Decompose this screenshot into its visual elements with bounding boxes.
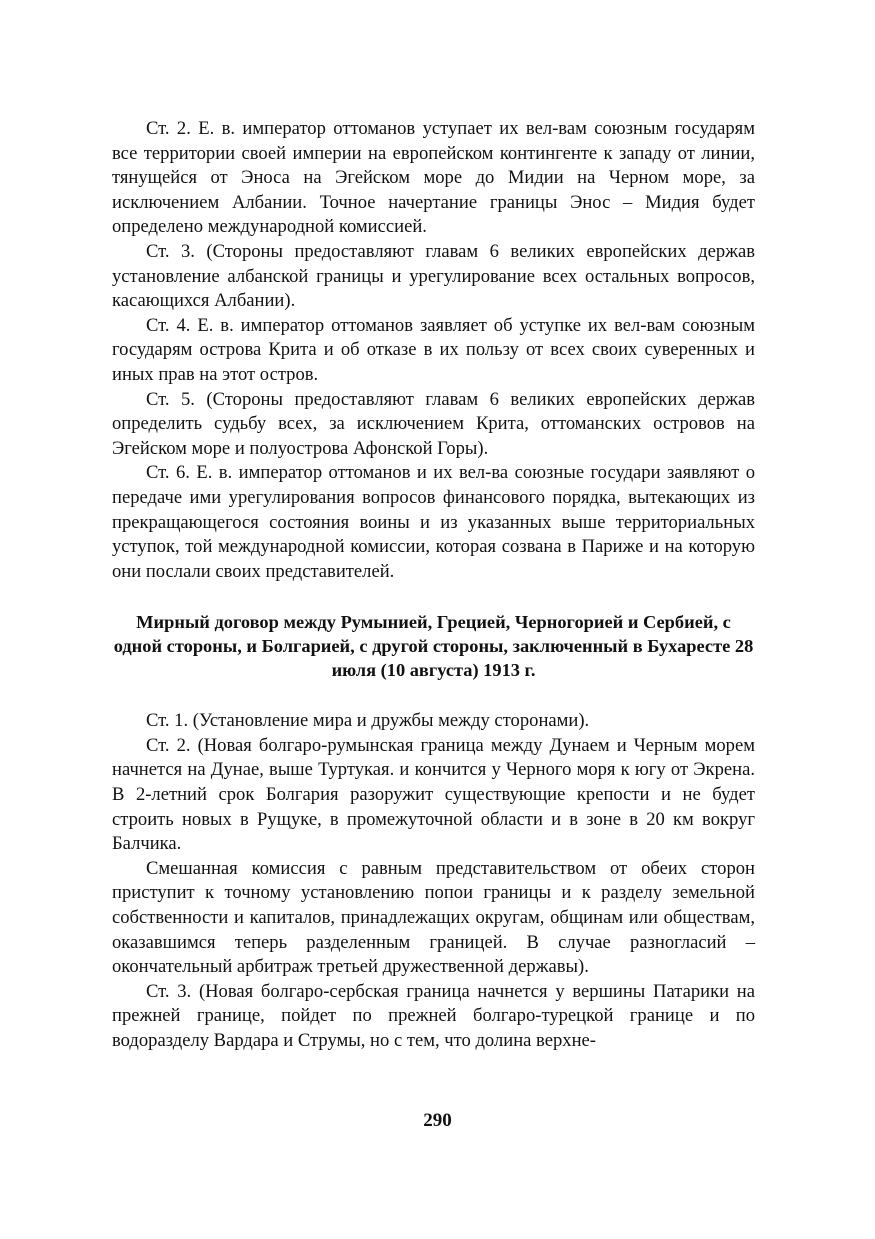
commission-paragraph: Смешанная комиссия с равным представительством от обеих сторон приступит к точному установлению попои границы и к разделу земельной собственности и капиталов, принадлежащих округам, общинам или обществам, оказавшимся теперь разделенным границей. В случае разногласий – окончательный арбитраж третьей дружественной державы). — [112, 857, 755, 978]
article-5-paragraph: Ст. 5. (Стороны предоставляют главам 6 великих европейских держав определить судьбу всех, за исключением Крита, оттоманских островов на Эгейском море и полуострова Афонской Горы). — [112, 388, 755, 459]
treaty-article-3-paragraph: Ст. 3. (Новая болгаро-сербская граница начнется у вершины Патарики на прежней границе, пойдет по прежней болгаро-турецкой границе и по водоразделу Вардара и Струмы, но с тем, что долина верхне- — [112, 980, 755, 1051]
treaty-heading: Мирный договор между Румынией, Грецией, Черногорией и Сербией, с одной стороны, и Болгарией, с другой стороны, заключенный в Бухаресте 28 июля (10 августа) 1913 г. — [113, 612, 754, 681]
article-2-paragraph: Ст. 2. Е. в. император оттоманов уступает их вел-вам союзным государям все территории своей империи на европейском контингенте к западу от линии, тянущейся от Эноса на Эгейском море до Мидии на Черном море, за исключением Албании. Точное начертание границы Энос – Мидия будет определено международной комиссией. — [112, 118, 755, 238]
treaty-article-2-paragraph: Ст. 2. (Новая болгаро-румынская граница между Дунаем и Черным морем начнется на Дунае, выше Туртукая. и кончится у Черного моря к югу от Экрена. В 2-летний срок Болгария разоружит существующие крепости и не будет строить новых в Рущуке, в промежуточной области и в зоне в 20 км вокруг Балчика. — [112, 734, 755, 855]
article-6-paragraph: Ст. 6. Е. в. император оттоманов и их вел-ва союзные государи заявляют о передаче ими урегулирования вопросов финансового порядка, вытекающих из прекращающегося состояния воины и из указанных выше территориальных уступок, той международной комиссии, которая созвана в Париже и на которую они послали своих представителей. — [112, 462, 755, 582]
page-number: 290 — [423, 1110, 452, 1131]
article-3-paragraph: Ст. 3. (Стороны предоставляют главам 6 великих европейских держав установление албанской границы и урегулирование всех остальных вопросов, касающихся Албании). — [112, 240, 755, 312]
treaty-article-1-paragraph: Ст. 1. (Установление мира и дружбы между сторонами). — [146, 710, 590, 732]
article-4-paragraph: Ст. 4. Е. в. император оттоманов заявляет об уступке их вел-вам союзным государям острова Крита и об отказе в их пользу от всех своих суверенных и иных прав на этот остров. — [112, 314, 755, 385]
page-body — [112, 117, 755, 1054]
